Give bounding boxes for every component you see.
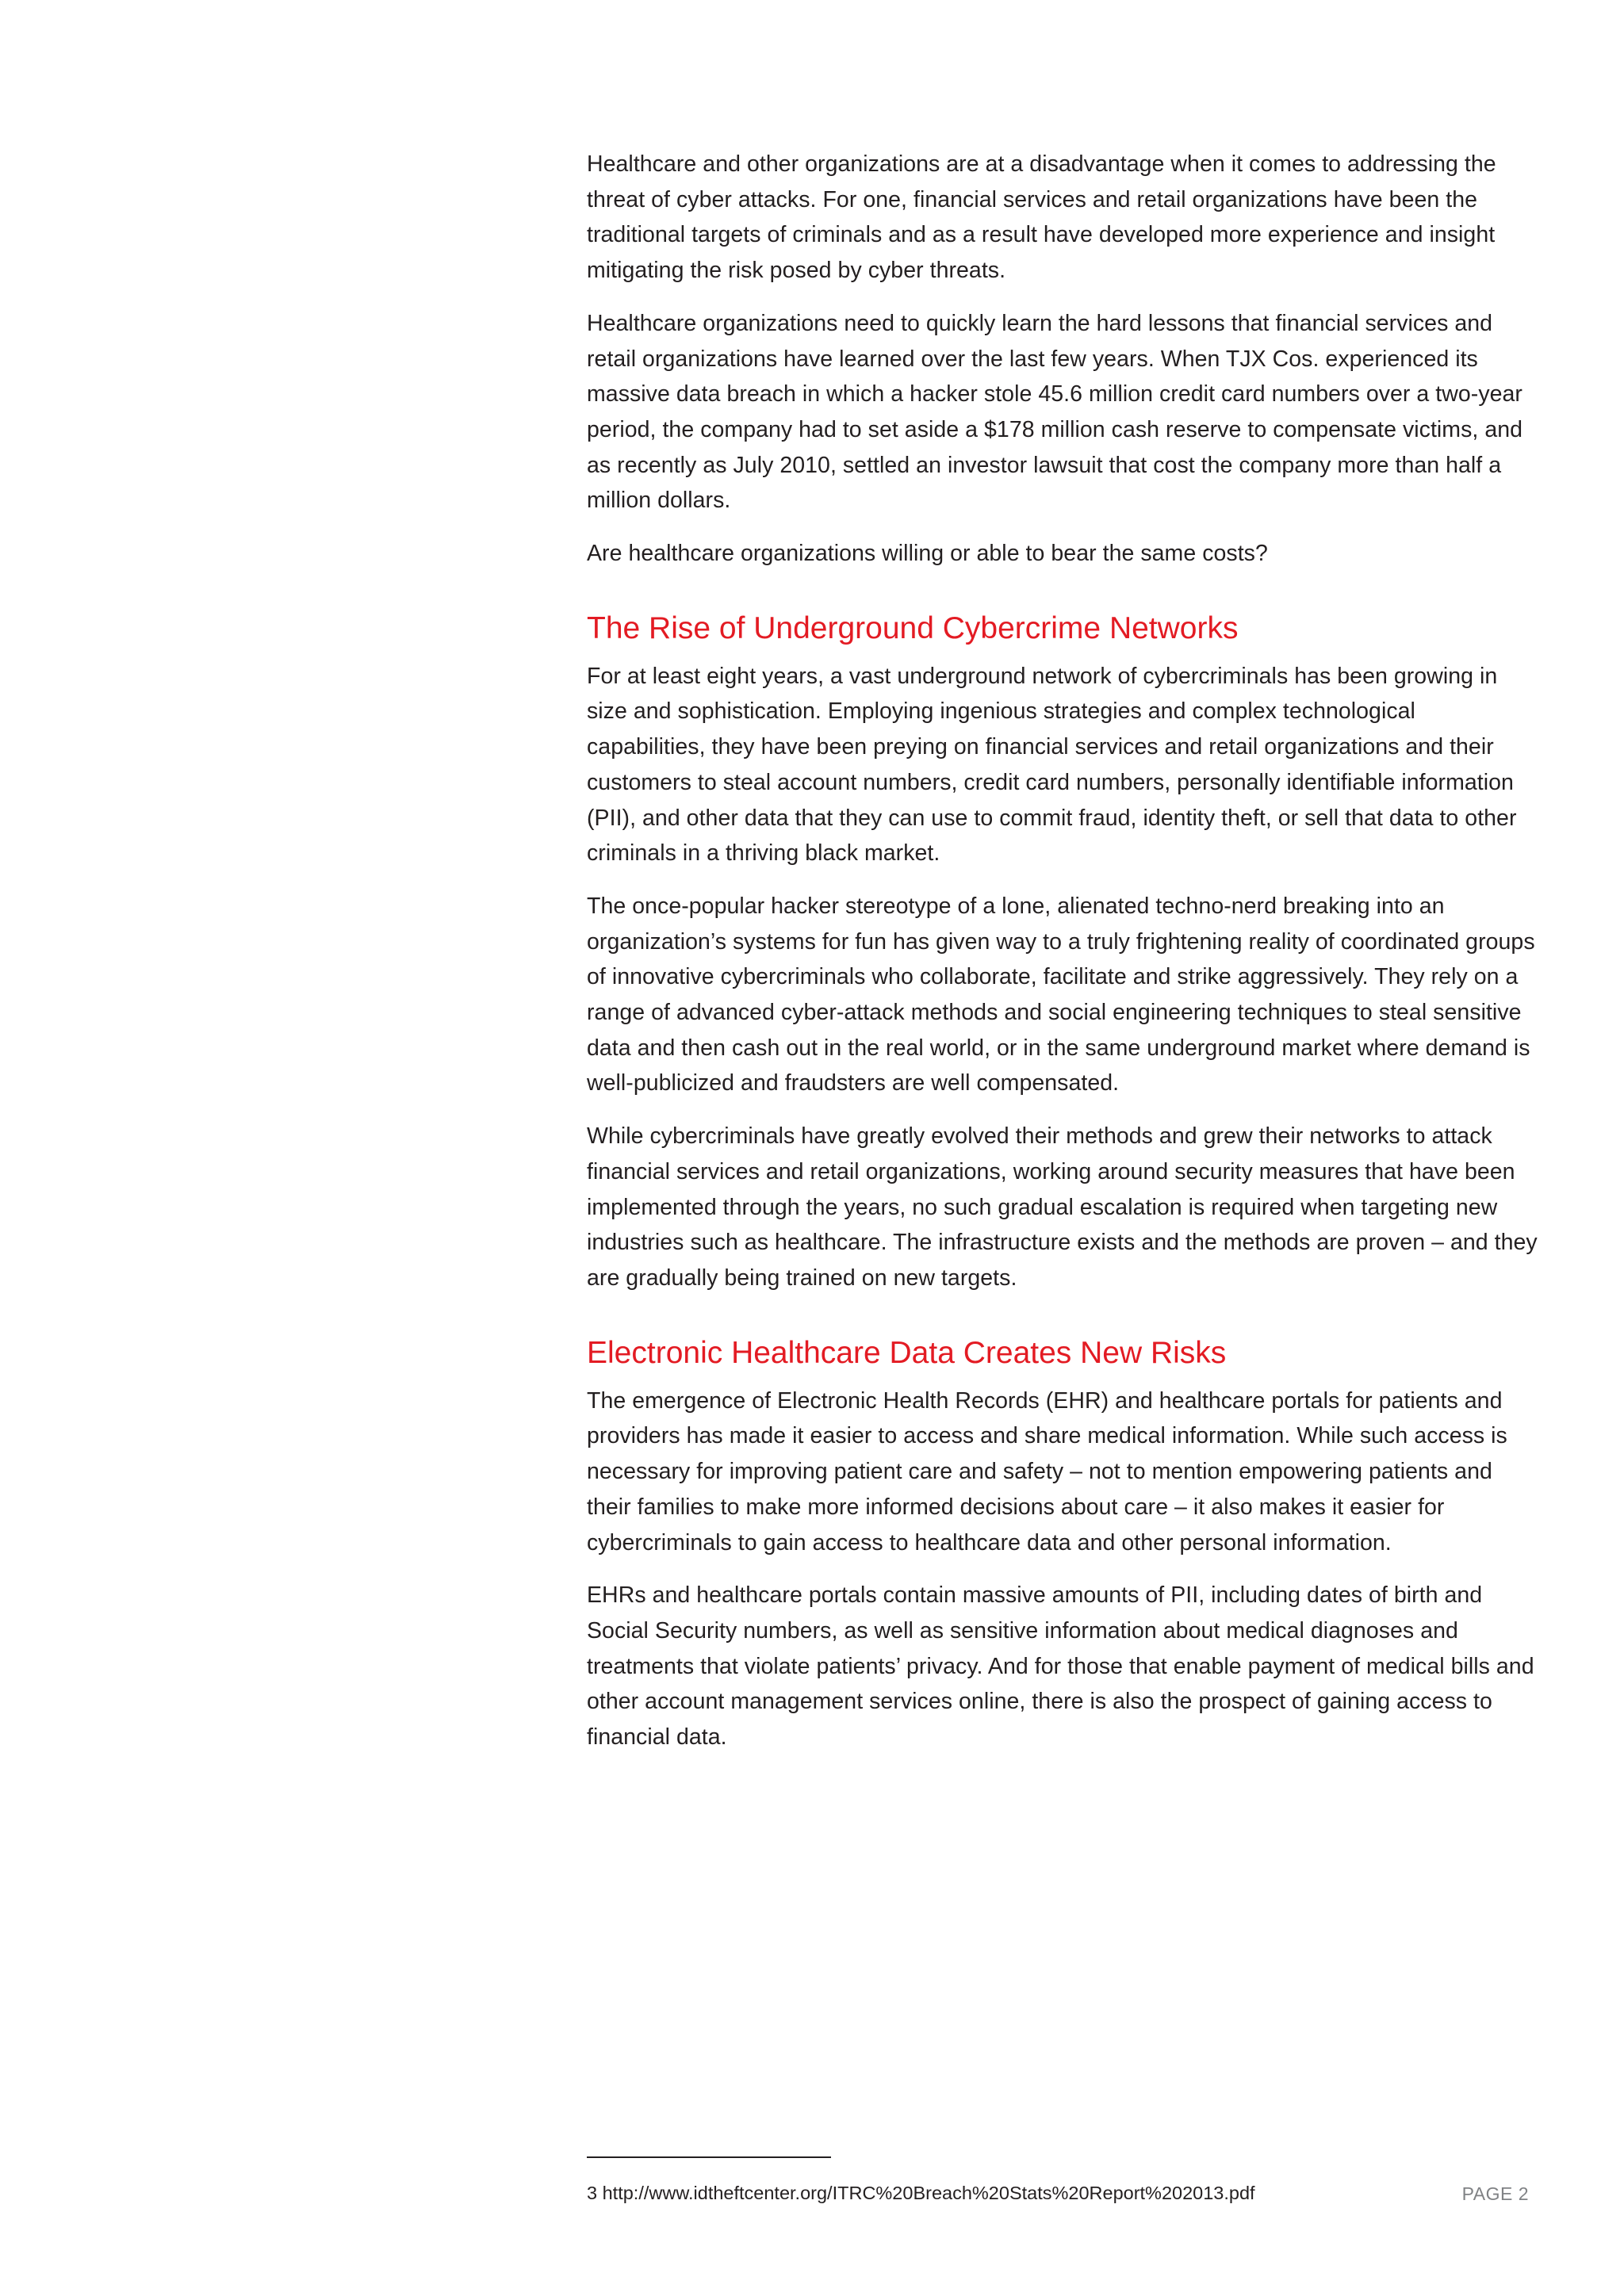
- footnote: 3 http://www.idtheftcenter.org/ITRC%20Breach%20Stats%20Report%202013.pdf: [587, 2183, 1255, 2203]
- intro-paragraph-1: Healthcare and other organizations are at a disadvantage when it comes to addressing the threat of cyber attacks. For one, financial services and retail organizations have been the traditional targets of criminals and as a result have developed more experience and insight mitigating the risk posed by cyber threats.: [587, 151, 1496, 284]
- section-heading-healthcare-data-risks: Electronic Healthcare Data Creates New Risks: [587, 1335, 1227, 1370]
- intro-paragraph-3: Are healthcare organizations willing or able to bear the same costs?: [587, 541, 1268, 567]
- section-heading-cybercrime-networks: The Rise of Underground Cybercrime Networks: [587, 610, 1239, 645]
- cybercrime-paragraph-3: While cybercriminals have greatly evolved their methods and grew their networks to attack financial services and retail organizations, working around security measures that have been implemented through the years, no such gradual escalation is required when targeting new industries such as healthcare. The infrastructure exists and the methods are proven – and they are gradually being trained on new targets.: [587, 1123, 1538, 1291]
- healthcare-data-paragraph-2: EHRs and healthcare portals contain massive amounts of PII, including dates of birth and Social Security numbers, as well as sensitive information about medical diagnoses and treatments that violate patients’ privacy. And for those that enable payment of medical bills and other account management services online, there is also the prospect of gaining access to financial data.: [587, 1582, 1534, 1751]
- page-number: PAGE 2: [1461, 2183, 1529, 2204]
- main-content: [587, 147, 1538, 1773]
- cybercrime-paragraph-2: The once-popular hacker stereotype of a lone, alienated techno-nerd breaking into an organization’s systems for fun has given way to a truly frightening reality of coordinated groups of innovative cybercriminals who collaborate, facilitate and strike aggressively. They rely on a range of advanced cyber-attack methods and social engineering techniques to steal sensitive data and then cash out in the real world, or in the same underground market where demand is well-publicized and fraudsters are well compensated.: [587, 893, 1535, 1096]
- cybercrime-paragraph-1: For at least eight years, a vast underground network of cybercriminals has been growing in size and sophistication. Employing ingenious strategies and complex technological capabilities, they have been preying on financial services and retail organizations and their customers to steal account numbers, credit card numbers, personally identifiable information (PII), and other data that they can use to commit fraud, identity theft, or sell that data to other criminals in a thriving black market.: [587, 663, 1517, 867]
- footnote-divider: [587, 2156, 831, 2158]
- intro-paragraph-2: Healthcare organizations need to quickly learn the hard lessons that financial services and retail organizations have learned over the last few years. When TJX Cos. experienced its massive data breach in which a hacker stole 45.6 million credit card numbers over a two-year period, the company had to set aside a $178 million cash reserve to compensate victims, and as recently as July 2010, settled an investor lawsuit that cost the company more than half a million dollars.: [587, 310, 1523, 514]
- healthcare-data-paragraph-1: The emergence of Electronic Health Records (EHR) and healthcare portals for patients and providers has made it easier to access and share medical information. While such access is necessary for improving patient care and safety – not to mention empowering patients and their families to make more informed decisions about care – it also makes it easier for cybercriminals to gain access to healthcare data and other personal information.: [587, 1387, 1507, 1556]
